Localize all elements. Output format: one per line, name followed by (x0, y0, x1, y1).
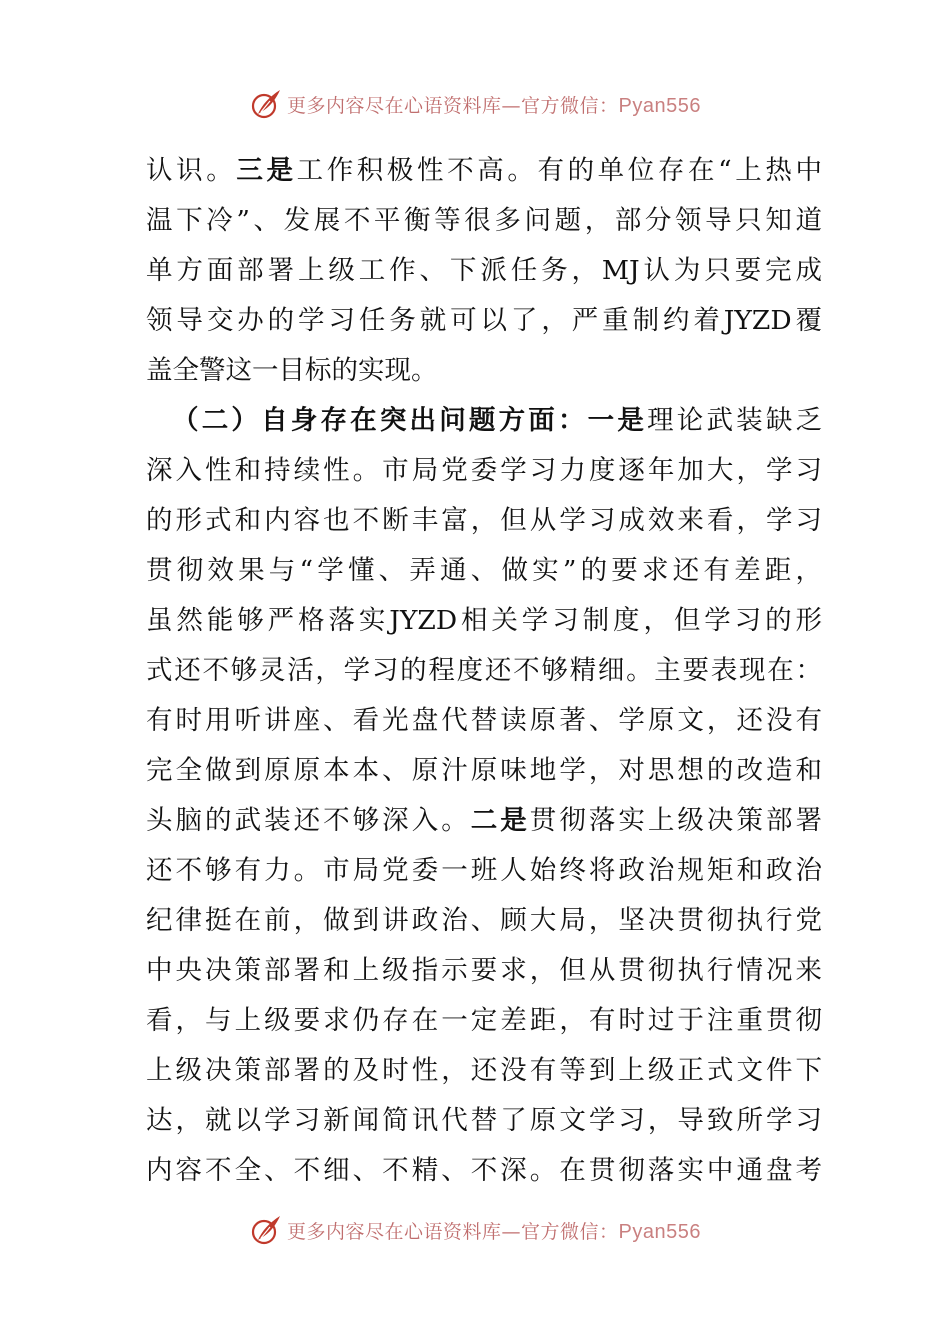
text-line (146, 846, 822, 896)
text-line (146, 1146, 822, 1196)
bold-text: 三是 (236, 155, 297, 186)
text-segment: 上级决策部署的及时性，还没有等到上级正式文件下 (146, 1055, 822, 1086)
text-segment: 中央决策部署和上级指示要求，但从贯彻执行情况来 (146, 955, 822, 986)
header-watermark (0, 84, 950, 124)
text-line (146, 996, 822, 1046)
text-line (146, 896, 822, 946)
footer-watermark (0, 1210, 950, 1250)
text-segment: 工作积极性不高。有的单位存在“上热中 (296, 155, 823, 186)
bold-text: （二）自身存在突出问题方面：一是 (172, 405, 648, 436)
text-segment: 理论武装缺乏 (647, 405, 823, 436)
text-line (146, 1046, 822, 1096)
text-segment: 深入性和持续性。市局党委学习力度逐年加大，学习 (146, 455, 822, 486)
text-line (146, 746, 822, 796)
text-segment: 温下冷”、发展不平衡等很多问题，部分领导只知道 (146, 205, 822, 236)
text-segment: 看，与上级要求仍存在一定差距，有时过于注重贯彻 (146, 1005, 822, 1036)
text-segment: 领导交办的学习任务就可以了，严重制约着JYZD覆 (146, 305, 822, 336)
watermark-text: 更多内容尽在心语资料库—官方微信：Pyan556 (287, 94, 701, 117)
watermark-text: 更多内容尽在心语资料库—官方微信：Pyan556 (287, 1220, 701, 1243)
text-segment: 虽然能够严格落实JYZD相关学习制度，但学习的形 (146, 605, 822, 636)
text-line (146, 646, 822, 696)
bold-text: 二是 (470, 805, 530, 836)
text-line (146, 346, 822, 396)
text-segment: 纪律挺在前，做到讲政治、顾大局，坚决贯彻执行党 (146, 905, 822, 936)
text-segment: 达，就以学习新闻简讯代替了原文学习，导致所学习 (146, 1105, 822, 1136)
text-segment: 式还不够灵活，学习的程度还不够精细。主要表现在： (146, 655, 822, 686)
quill-logo-icon (249, 1213, 283, 1247)
text-line (146, 1096, 822, 1146)
text-segment: 贯彻效果与“学懂、弄通、做实”的要求还有差距， (146, 555, 822, 586)
document-body (146, 146, 822, 1196)
text-line (146, 796, 822, 846)
text-line (146, 946, 822, 996)
text-segment: 盖全警这一目标的实现。 (146, 355, 438, 386)
text-line (146, 546, 822, 596)
text-segment: 认识。 (146, 155, 237, 186)
text-segment: 贯彻落实上级决策部署 (529, 805, 823, 836)
text-line (146, 496, 822, 546)
text-line (146, 296, 822, 346)
text-segment: 还不够有力。市局党委一班人始终将政治规矩和政治 (146, 855, 822, 886)
text-line (146, 146, 822, 196)
text-line (146, 696, 822, 746)
text-line (146, 446, 822, 496)
text-segment: 完全做到原原本本、原汁原味地学，对思想的改造和 (146, 755, 822, 786)
text-segment: 头脑的武装还不够深入。 (146, 805, 471, 836)
text-line (146, 396, 822, 446)
text-segment: 有时用听讲座、看光盘代替读原著、学原文，还没有 (146, 705, 822, 736)
text-segment: 内容不全、不细、不精、不深。在贯彻落实中通盘考 (146, 1155, 822, 1186)
text-line (146, 596, 822, 646)
text-line (146, 196, 822, 246)
text-line (146, 246, 822, 296)
text-segment: 单方面部署上级工作、下派任务，MJ认为只要完成 (146, 255, 822, 286)
quill-logo-icon (249, 87, 283, 121)
text-segment: 的形式和内容也不断丰富，但从学习成效来看，学习 (146, 505, 822, 536)
